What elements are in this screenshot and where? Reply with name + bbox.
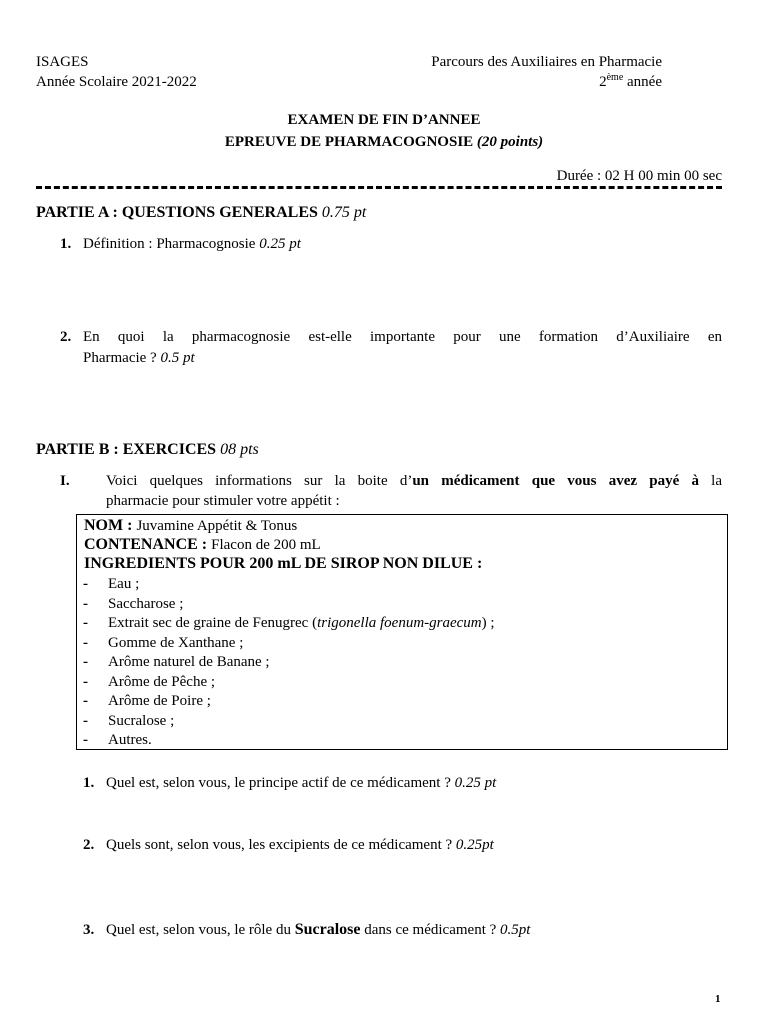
list-bullet: - bbox=[83, 596, 88, 612]
list-bullet: - bbox=[83, 674, 88, 690]
ingredients-heading: INGREDIENTS POUR 200 mL DE SIROP NON DILUE : bbox=[84, 555, 483, 572]
part-a-points: 0.75 pt bbox=[321, 204, 367, 221]
medication-info-box bbox=[76, 514, 728, 750]
level-superscript: ème bbox=[606, 72, 624, 83]
ingredient-item: Saccharose ; bbox=[108, 596, 184, 612]
part-b-q1-text bbox=[106, 774, 496, 792]
list-bullet: - bbox=[83, 693, 88, 709]
capacity-value: Flacon de 200 mL bbox=[211, 537, 321, 553]
exam-duration: Durée : 02 H 00 min 00 sec bbox=[556, 168, 722, 184]
exam-subtitle bbox=[0, 133, 768, 151]
list-bullet: - bbox=[83, 615, 88, 631]
dashed-separator bbox=[36, 186, 722, 189]
ingredient-item: Gomme de Xanthane ; bbox=[108, 635, 244, 651]
medication-name bbox=[84, 517, 297, 535]
part-b-q3-label-a: Quel est, selon vous, le rôle du bbox=[106, 922, 295, 938]
ingredient-item: Arôme de Pêche ; bbox=[108, 674, 216, 690]
level-number: 2 bbox=[599, 74, 607, 90]
part-b-q1-label: Quel est, selon vous, le principe actif de ce médicament ? bbox=[106, 775, 455, 791]
subtitle-main: EPREUVE DE PHARMACOGNOSIE bbox=[224, 134, 477, 150]
exercise-1-intro-line2: pharmacie pour stimuler votre appétit : bbox=[106, 493, 340, 509]
part-a-q1-text bbox=[83, 235, 301, 253]
page-number: 1 bbox=[715, 993, 721, 1005]
part-b-q2-number: 2. bbox=[83, 837, 95, 853]
list-bullet: - bbox=[83, 713, 88, 729]
fenugrec-end: ) ; bbox=[481, 615, 495, 631]
ingredient-item: Arôme naturel de Banane ; bbox=[108, 654, 270, 670]
part-a-q1-number: 1. bbox=[60, 236, 72, 252]
part-b-q3-text bbox=[106, 921, 530, 939]
part-b-q3-label-c: dans ce médicament ? bbox=[360, 922, 501, 938]
fenugrec-label: Extrait sec de graine de Fenugrec ( bbox=[108, 615, 318, 631]
part-a-q2-text-line1: En quoi la pharmacognosie est-elle importante pour une formation d’Auxiliaire en bbox=[83, 329, 722, 345]
course-track: Parcours des Auxiliaires en Pharmacie bbox=[431, 54, 662, 70]
part-a-q2-number: 2. bbox=[60, 329, 72, 345]
part-b-heading bbox=[36, 440, 259, 459]
part-b-points: 08 pts bbox=[220, 441, 259, 458]
part-a-q2-points: 0.5 pt bbox=[160, 350, 195, 366]
school-name: ISAGES bbox=[36, 54, 89, 70]
part-a-title: PARTIE A : QUESTIONS GENERALES bbox=[36, 204, 322, 221]
subtitle-points: (20 points) bbox=[476, 134, 544, 150]
exercise-1-intro-line1 bbox=[106, 472, 722, 490]
exercise-1-number: I. bbox=[60, 473, 70, 489]
ingredient-item: Arôme de Poire ; bbox=[108, 693, 211, 709]
part-b-title: PARTIE B : EXERCICES bbox=[36, 441, 221, 458]
part-a-q1-label: Définition : Pharmacognosie bbox=[83, 236, 260, 252]
part-b-q3-sucralose: Sucralose bbox=[294, 921, 361, 938]
medication-capacity bbox=[84, 536, 321, 554]
exercise-1-intro-c: la bbox=[698, 473, 722, 489]
list-bullet: - bbox=[83, 635, 88, 651]
ingredient-item: Eau ; bbox=[108, 576, 140, 592]
name-label: NOM : bbox=[84, 517, 137, 534]
course-level bbox=[500, 73, 662, 91]
ingredient-item: Autres. bbox=[108, 732, 152, 748]
list-bullet: - bbox=[83, 576, 88, 592]
capacity-label: CONTENANCE : bbox=[84, 536, 212, 553]
exam-title: EXAMEN DE FIN D’ANNEE bbox=[287, 112, 481, 128]
part-a-q2-label: Pharmacie ? bbox=[83, 350, 161, 366]
part-b-q2-points: 0.25pt bbox=[455, 837, 494, 853]
exercise-1-intro-b: un médicament que vous avez payé à bbox=[412, 473, 699, 489]
level-word: année bbox=[623, 74, 662, 90]
part-b-q1-number: 1. bbox=[83, 775, 95, 791]
list-bullet: - bbox=[83, 654, 88, 670]
part-b-q2-text bbox=[106, 836, 494, 854]
part-a-q2-text-line2 bbox=[83, 349, 195, 367]
part-b-q2-label: Quels sont, selon vous, les excipients de ce médicament ? bbox=[106, 837, 456, 853]
fenugrec-latin-name: trigonella foenum-graecum bbox=[317, 615, 482, 631]
list-bullet: - bbox=[83, 732, 88, 748]
part-a-q1-points: 0.25 pt bbox=[259, 236, 301, 252]
school-year: Année Scolaire 2021-2022 bbox=[36, 74, 197, 90]
part-b-q3-number: 3. bbox=[83, 922, 95, 938]
part-a-heading bbox=[36, 203, 366, 222]
ingredient-item: Sucralose ; bbox=[108, 713, 175, 729]
part-b-q1-points: 0.25 pt bbox=[454, 775, 497, 791]
exercise-1-intro-a: Voici quelques informations sur la boite d’ bbox=[106, 473, 413, 489]
ingredient-item-fenugrec bbox=[108, 614, 495, 632]
name-value: Juvamine Appétit & Tonus bbox=[136, 518, 298, 534]
part-b-q3-points: 0.5pt bbox=[500, 922, 531, 938]
